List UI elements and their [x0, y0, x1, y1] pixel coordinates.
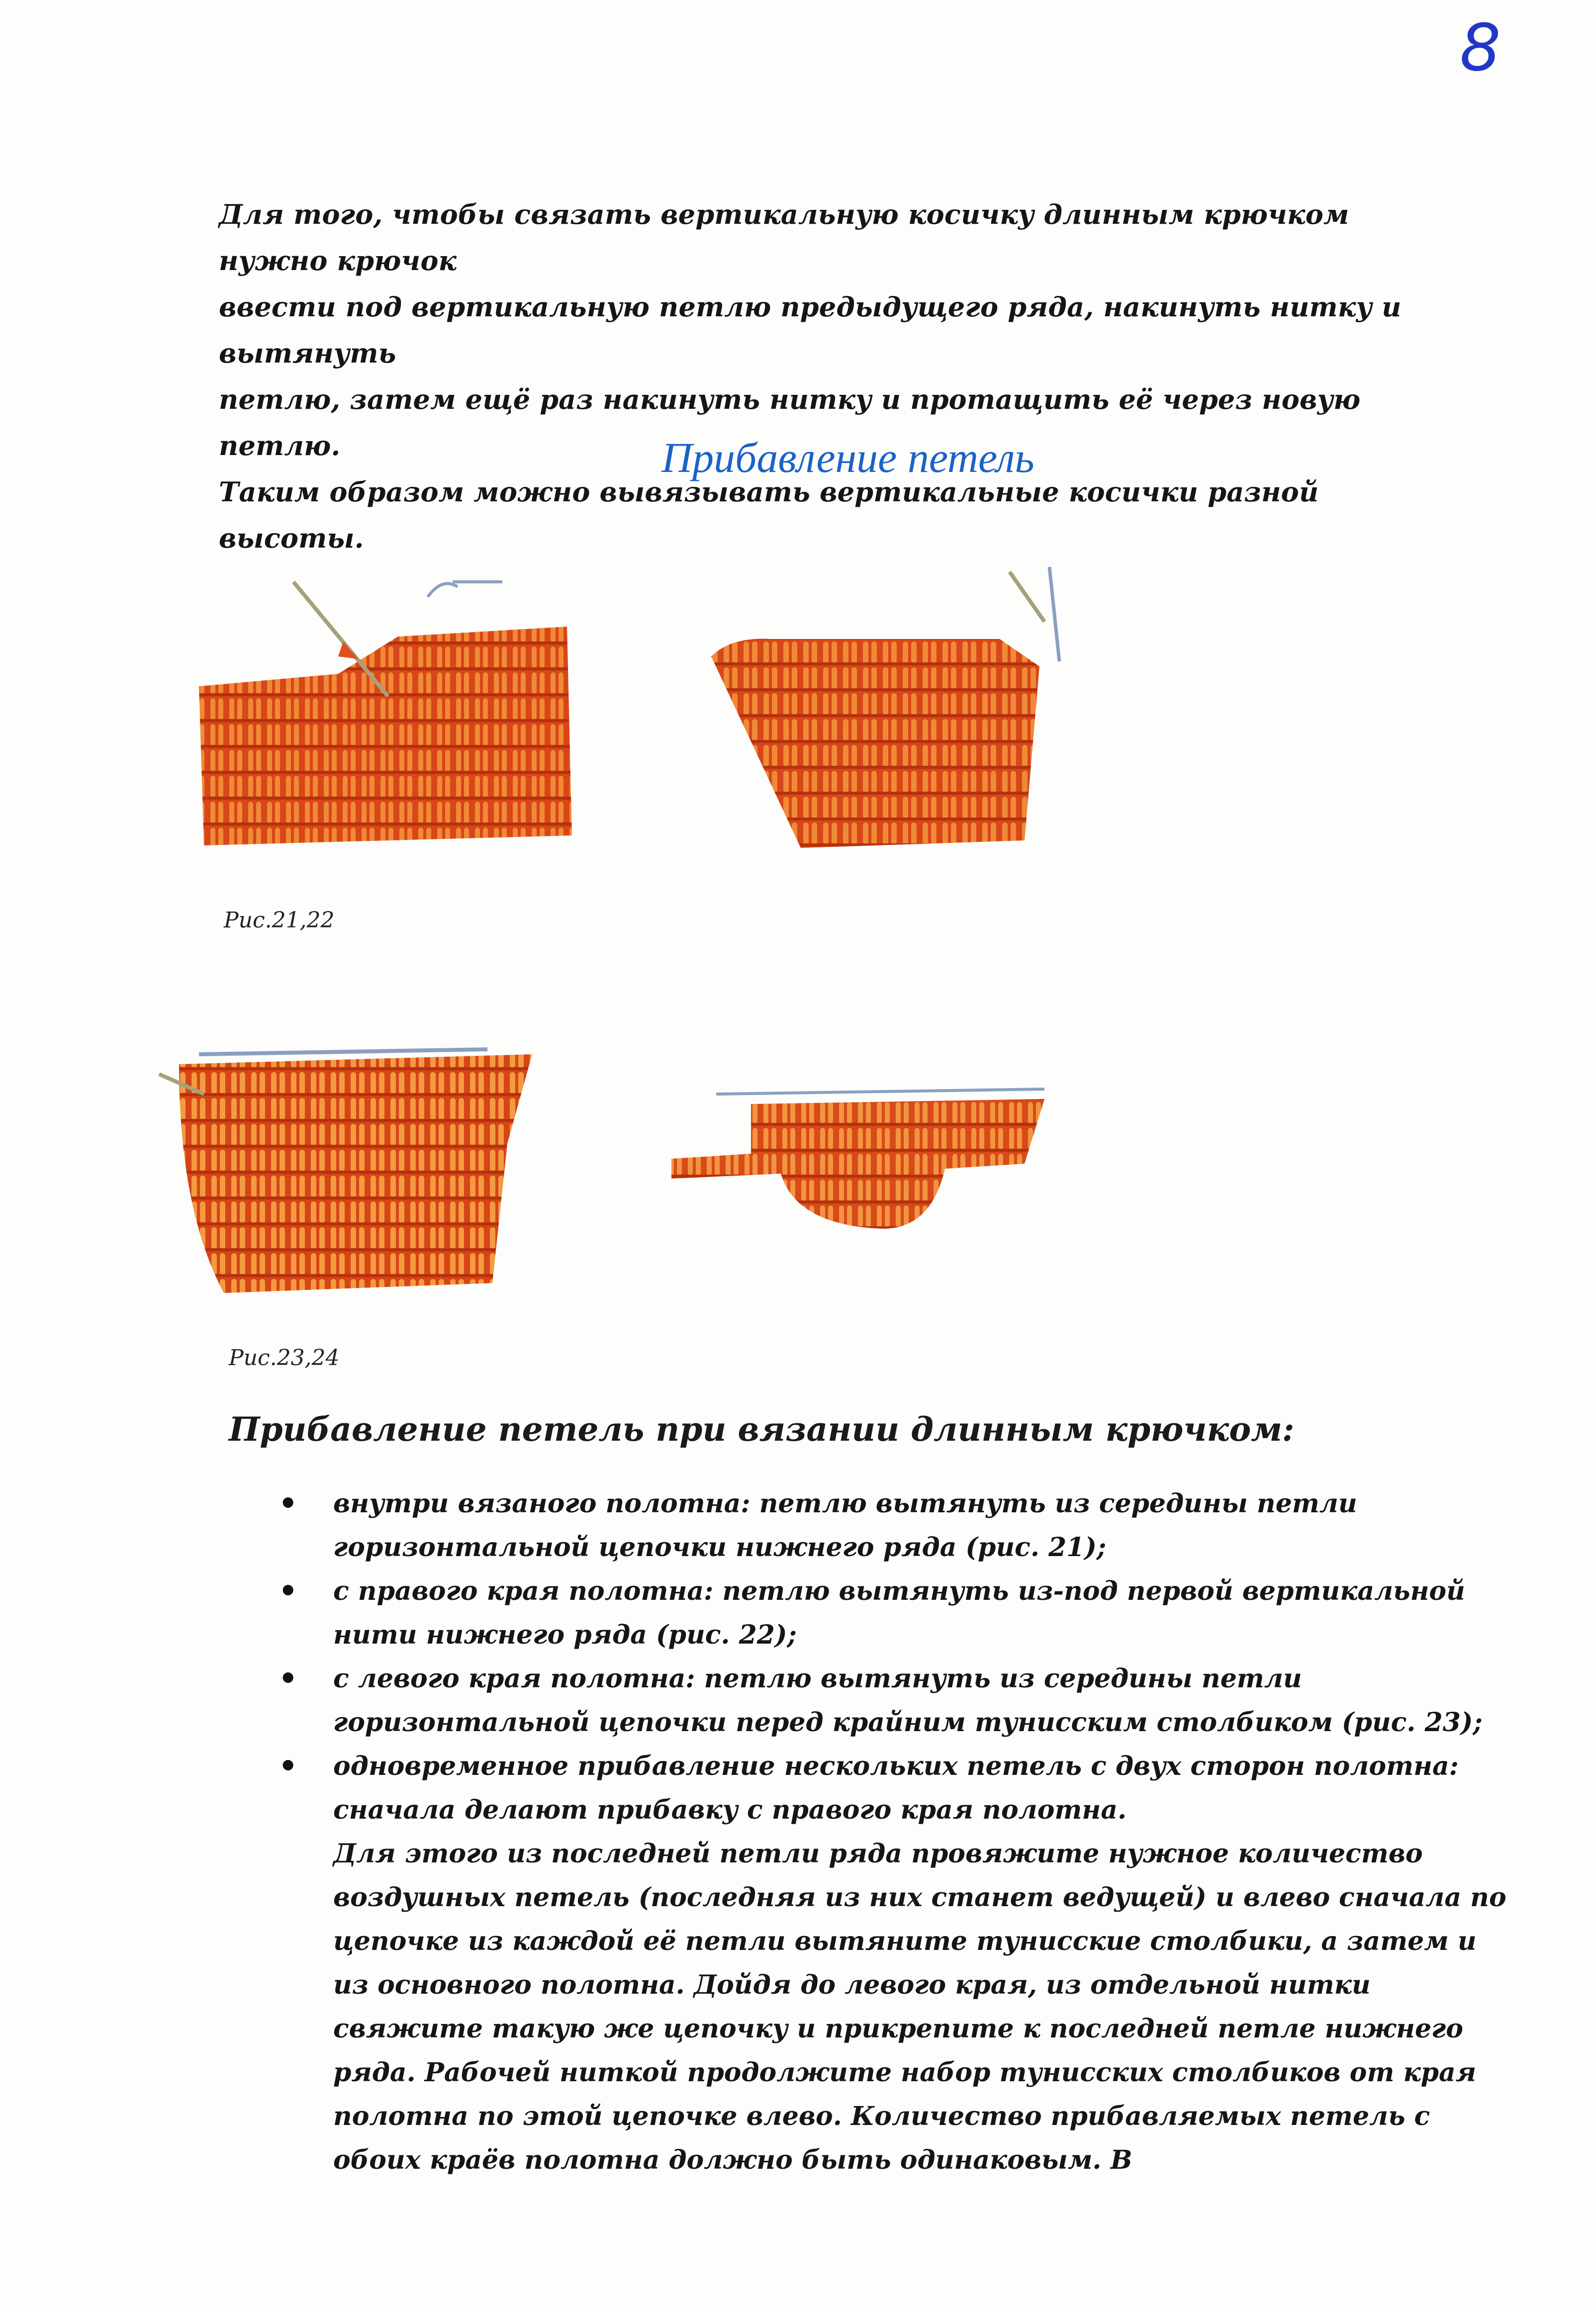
intro-paragraph: [219, 191, 1442, 561]
list-item: • внутри вязаного полотна: петлю вытянуть из середины петли горизонтальной цепочки нижнего ряда (рис. 21);: [279, 1482, 1512, 1569]
figure-caption-23-24: Рис.23,24: [229, 1345, 340, 1371]
intro-line: петлю, затем ещё раз накинуть нитку и протащить её через новую петлю.: [219, 383, 1361, 461]
intro-line: Для того, чтобы связать вертикальную косичку длинным крючком нужно крючок: [219, 198, 1349, 277]
list-item: • одновременное прибавление нескольких петель с двух сторон полотна: сначала делают прибавку с правого края полотна. Для этого из последней петли ряда провяжите нужное количество воздушных петель (последняя из них станет ведущей) и влево сначала по цепочке из каждой её петли вытяните тунисские столбики, а затем и из основного полотна. Дойдя до левого края, из отдельной нитки свяжите такую же цепочку и прикрепите к последней петле нижнего ряда. Рабочей ниткой продолжите набор тунисских столбиков от края полотна по этой цепочке влево. Количество прибавляемых петель с обоих краёв полотна должно быть одинаковым. В: [279, 1745, 1512, 2182]
intro-line: ввести под вертикальную петлю предыдущего ряда, накинуть нитку и вытянуть: [219, 291, 1402, 369]
list-item-continuation: Для этого из последней петли ряда провяжите нужное количество воздушных петель (последняя из них станет ведущей) и влево сначала по цепочке из каждой её петли вытяните тунисские столбики, а затем и из основного полотна. Дойдя до левого края, из отдельной нитки свяжите такую же цепочку и прикрепите к последней петле нижнего ряда. Рабочей ниткой продолжите набор тунисских столбиков от края полотна по этой цепочке влево. Количество прибавляемых петель с обоих краёв полотна должно быть одинаковым. В: [333, 1839, 1506, 2175]
figure-22-knitted-swatch: [701, 562, 1089, 870]
subheading: Прибавление петель при вязании длинным крючком:: [229, 1410, 1295, 1449]
figure-21-knitted-swatch: [189, 567, 587, 875]
list-item: • с левого края полотна: петлю вытянуть из середины петли горизонтальной цепочки перед крайним тунисским столбиком (рис. 23);: [279, 1657, 1512, 1745]
intro-line: Таким образом можно вывязывать вертикальные косички разной высоты.: [219, 476, 1319, 554]
page-number: 8: [1460, 10, 1501, 86]
figure-24-knitted-swatch: [666, 1074, 1054, 1253]
bullet-list: [279, 1482, 1512, 2182]
list-item: • с правого края полотна: петлю вытянуть из-под первой вертикальной нити нижнего ряда (рис. 22);: [279, 1569, 1512, 1657]
section-title: Прибавление петель: [661, 434, 1034, 481]
figure-23-knitted-swatch: [149, 1044, 547, 1323]
figure-caption-21-22: Рис.21,22: [224, 908, 335, 933]
